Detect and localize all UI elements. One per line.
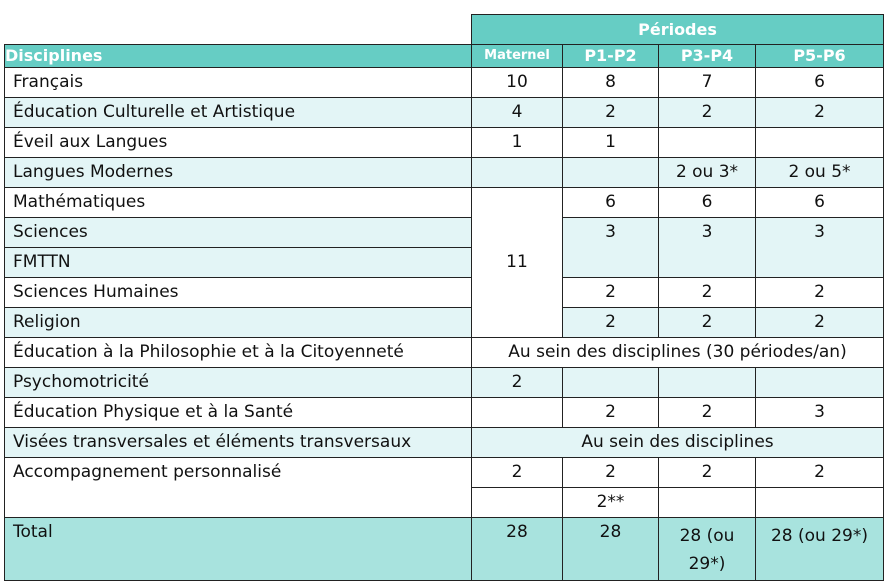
row-label: Éducation à la Philosophie et à la Citoyenneté (5, 337, 472, 367)
table-row-eveil (5, 127, 884, 157)
cell-maternel (472, 157, 563, 187)
cell-p5p6: 28 (ou 29*) (756, 517, 884, 580)
cell-maternel-group: 11 (472, 187, 563, 337)
cell-p1p2: 3 (563, 217, 659, 277)
disciplines-header: Disciplines (5, 44, 472, 67)
cell-maternel (472, 397, 563, 427)
cell-maternel: 2 (472, 457, 563, 487)
table-row-religion (5, 307, 884, 337)
header-row (5, 44, 884, 67)
cell-p1p2 (563, 157, 659, 187)
table-row-psycho (5, 367, 884, 397)
table-row-maths (5, 187, 884, 217)
table-row-visees (5, 427, 884, 457)
cell-p3p4: 7 (659, 67, 756, 97)
cell-maternel (472, 487, 563, 517)
row-label: FMTTN (5, 247, 472, 277)
periodes-header: Périodes (472, 15, 884, 45)
cell-span: Au sein des disciplines (472, 427, 884, 457)
header-row-periodes (5, 15, 884, 45)
table-row-accomp (5, 457, 884, 487)
row-label: Psychomotricité (5, 367, 472, 397)
row-label: Langues Modernes (5, 157, 472, 187)
cell-p3p4: 28 (ou 29*) (659, 517, 756, 580)
header-spacer (5, 15, 472, 45)
col-header-p5p6: P5-P6 (756, 44, 884, 67)
cell-p5p6: 2 (756, 277, 884, 307)
row-label: Éducation Culturelle et Artistique (5, 97, 472, 127)
col-header-maternel: Maternel (472, 44, 563, 67)
cell-p5p6: 2 (756, 307, 884, 337)
cell-p1p2: 2 (563, 277, 659, 307)
cell-p5p6: 3 (756, 397, 884, 427)
cell-p1p2: 8 (563, 67, 659, 97)
cell-p3p4 (659, 127, 756, 157)
row-label: Sciences (5, 217, 472, 247)
col-header-p1p2: P1-P2 (563, 44, 659, 67)
table-row-eca (5, 97, 884, 127)
table-row-sh (5, 277, 884, 307)
row-label: Accompagnement personnalisé (5, 457, 472, 517)
row-label: Visées transversales et éléments transversaux (5, 427, 472, 457)
cell-maternel: 28 (472, 517, 563, 580)
cell-p3p4: 2 (659, 277, 756, 307)
row-label: Français (5, 67, 472, 97)
cell-p3p4: 2 (659, 397, 756, 427)
cell-p5p6: 2 ou 5* (756, 157, 884, 187)
table-row-total (5, 517, 884, 580)
row-label: Mathématiques (5, 187, 472, 217)
cell-maternel: 1 (472, 127, 563, 157)
cell-p5p6: 3 (756, 217, 884, 277)
cell-p5p6: 6 (756, 67, 884, 97)
row-label: Religion (5, 307, 472, 337)
cell-p1p2 (563, 367, 659, 397)
col-header-p3p4: P3-P4 (659, 44, 756, 67)
cell-p3p4 (659, 487, 756, 517)
cell-p1p2: 6 (563, 187, 659, 217)
cell-maternel: 4 (472, 97, 563, 127)
table-row-eps (5, 397, 884, 427)
cell-p5p6: 2 (756, 97, 884, 127)
cell-p1p2: 2 (563, 457, 659, 487)
cell-p3p4: 3 (659, 217, 756, 277)
cell-p1p2: 28 (563, 517, 659, 580)
cell-p3p4: 2 (659, 307, 756, 337)
cell-p3p4: 2 ou 3* (659, 157, 756, 187)
cell-p3p4: 2 (659, 97, 756, 127)
table-row-langues (5, 157, 884, 187)
cell-p1p2: 2 (563, 307, 659, 337)
cell-maternel: 2 (472, 367, 563, 397)
cell-p3p4: 2 (659, 457, 756, 487)
table-row-sciences (5, 217, 884, 247)
cell-p3p4: 6 (659, 187, 756, 217)
row-label: Total (5, 517, 472, 580)
cell-p3p4 (659, 367, 756, 397)
cell-p5p6 (756, 127, 884, 157)
cell-span: Au sein des disciplines (30 périodes/an) (472, 337, 884, 367)
table-row-philo (5, 337, 884, 367)
table-row-francais (5, 67, 884, 97)
cell-p1p2: 2 (563, 97, 659, 127)
cell-p1p2: 2 (563, 397, 659, 427)
row-label: Éducation Physique et à la Santé (5, 397, 472, 427)
row-label: Sciences Humaines (5, 277, 472, 307)
cell-maternel: 10 (472, 67, 563, 97)
cell-p1p2: 2** (563, 487, 659, 517)
cell-p5p6 (756, 487, 884, 517)
curriculum-table (4, 14, 884, 581)
cell-p5p6: 2 (756, 457, 884, 487)
cell-p5p6: 6 (756, 187, 884, 217)
row-label: Éveil aux Langues (5, 127, 472, 157)
cell-p5p6 (756, 367, 884, 397)
cell-p1p2: 1 (563, 127, 659, 157)
